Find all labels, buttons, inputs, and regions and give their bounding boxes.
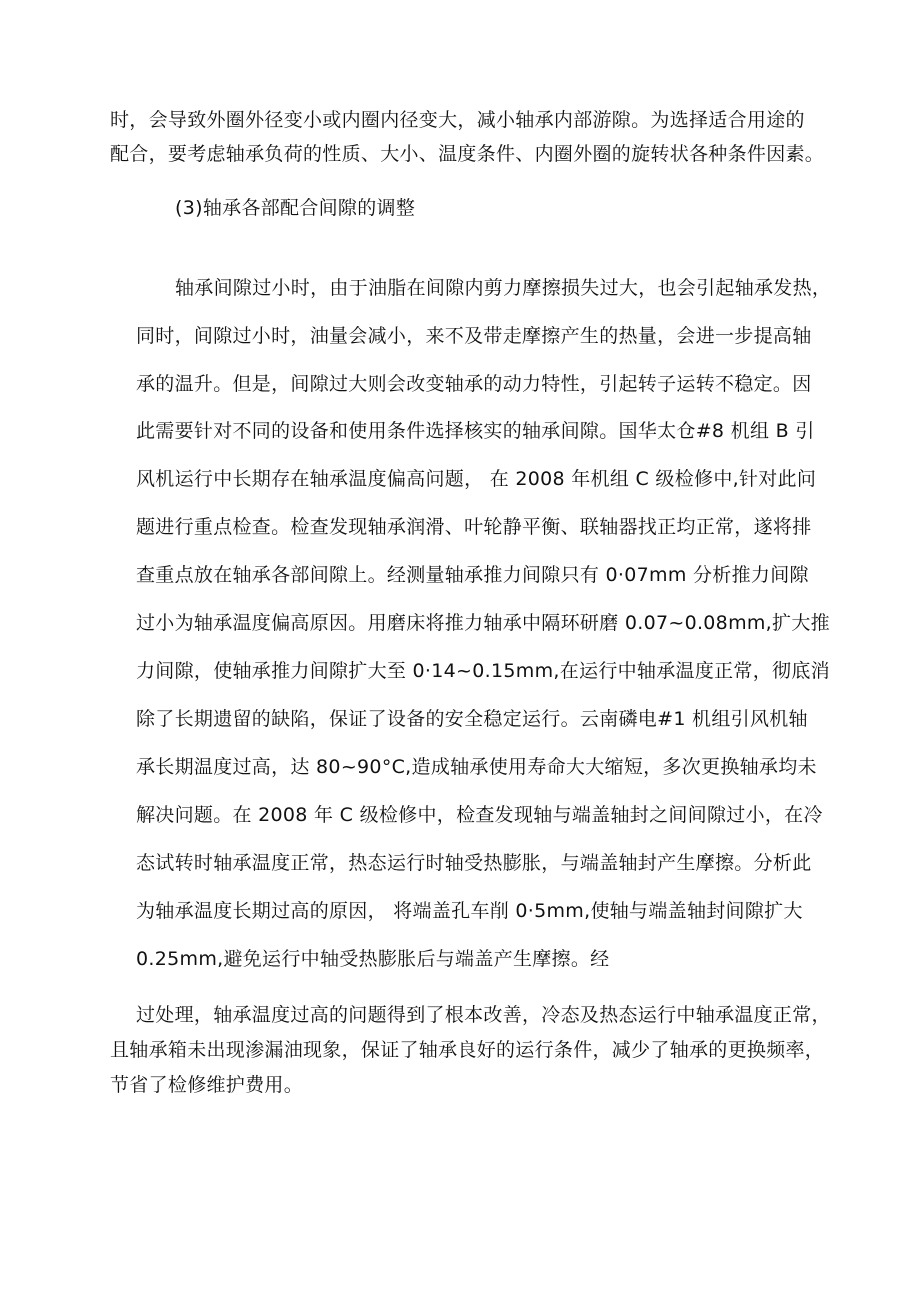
body-paragraph-line: 0.25mm,避免运行中轴受热膨胀后与端盖产生摩擦。经 [136, 948, 610, 970]
body-paragraph-line: 承的温升。但是，间隙过大则会改变轴承的动力特性，引起转子运转不稳定。因 [136, 373, 812, 395]
body-paragraph-line: 查重点放在轴承各部间隙上。经测量轴承推力间隙只有 0·07mm 分析推力间隙 [136, 564, 809, 586]
closing-paragraph-line: 且轴承箱未出现渗漏油现象，保证了轴承良好的运行条件，减少了轴承的更换频率， [110, 1039, 825, 1061]
body-paragraph-line: 承长期温度过高，达 80~90°C,造成轴承使用寿命大大缩短，多次更换轴承均未 [136, 756, 817, 778]
body-paragraph-line: 同时，间隙过小时，油量会减小，来不及带走摩擦产生的热量，会进一步提高轴 [136, 325, 812, 347]
body-paragraph-line: 解决问题。在 2008 年 C 级检修中，检查发现轴与端盖轴封之间间隙过小，在冷 [136, 804, 823, 826]
section-heading: (3)轴承各部配合间隙的调整 [175, 197, 416, 219]
intro-paragraph-line: 配合，要考虑轴承负荷的性质、大小、温度条件、内圈外圈的旋转状各种条件因素。 [110, 143, 825, 165]
body-paragraph-line: 为轴承温度长期过高的原因， 将端盖孔车削 0·5mm,使轴与端盖轴封间隙扩大 [136, 900, 803, 922]
body-paragraph-line: 力间隙，使轴承推力间隙扩大至 0·14~0.15mm,在运行中轴承温度正常，彻底消 [136, 660, 830, 682]
closing-paragraph-line: 节省了检修维护费用。 [110, 1074, 304, 1096]
intro-paragraph-line: 时，会导致外圈外径变小或内圈内径变大，减小轴承内部游隙。为选择适合用途的 [110, 109, 805, 131]
body-paragraph-line: 风机运行中长期存在轴承温度偏高问题， 在 2008 年机组 C 级检修中,针对此问 [136, 468, 817, 490]
body-paragraph-line: 题进行重点检查。检查发现轴承润滑、叶轮静平衡、联轴器找正均正常，遂将排 [136, 516, 812, 538]
closing-paragraph-line: 过处理，轴承温度过高的问题得到了根本改善，冷态及热态运行中轴承温度正常， [136, 1004, 831, 1026]
body-paragraph-line: 此需要针对不同的设备和使用条件选择核实的轴承间隙。国华太仓#8 机组 B 引 [136, 420, 815, 442]
body-paragraph-line: 过小为轴承温度偏高原因。用磨床将推力轴承中隔环研磨 0.07~0.08mm,扩大推 [136, 612, 830, 634]
body-paragraph-line: 态试转时轴承温度正常，热态运行时轴受热膨胀，与端盖轴封产生摩擦。分析此 [136, 852, 812, 874]
body-paragraph-line: 轴承间隙过小时，由于油脂在间隙内剪力摩擦损失过大，也会引起轴承发热， [175, 277, 832, 299]
body-paragraph-line: 除了长期遗留的缺陷，保证了设备的安全稳定运行。云南磷电#1 机组引风机轴 [136, 708, 808, 730]
